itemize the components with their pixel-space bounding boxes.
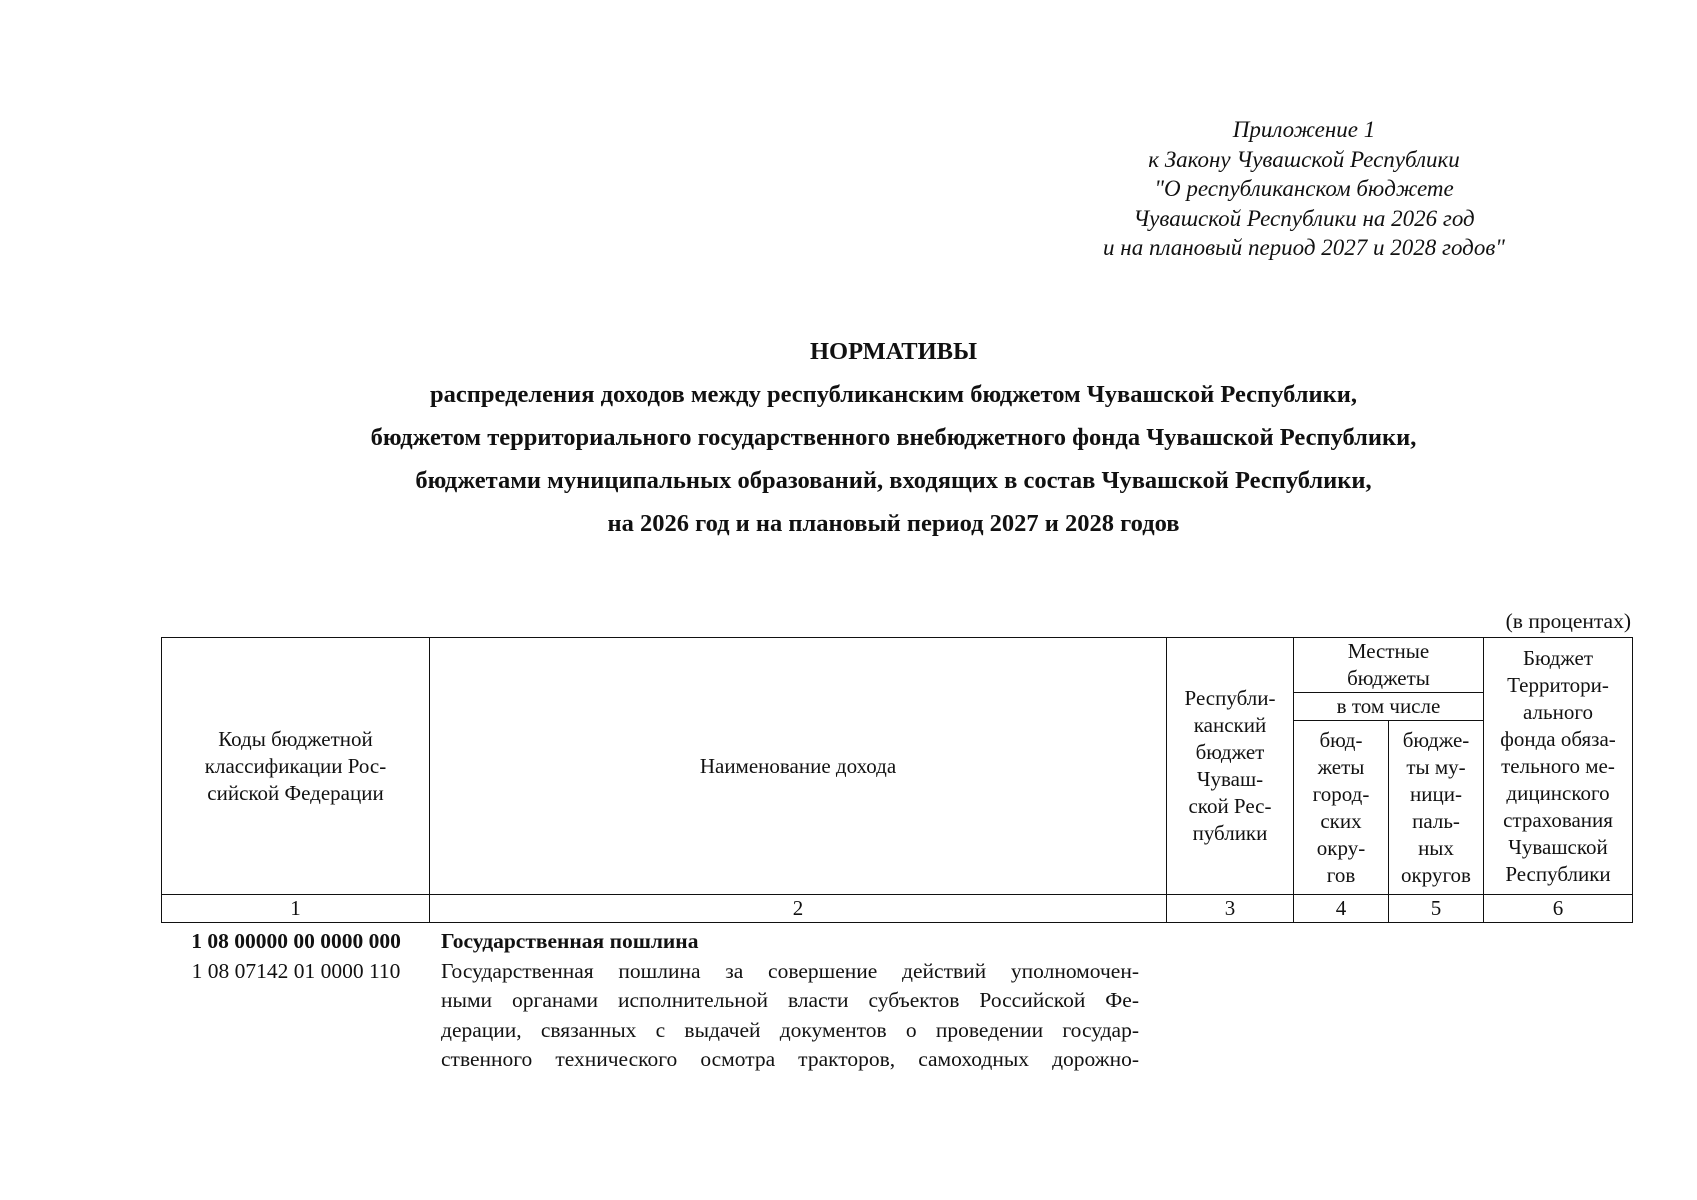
- header-text: Чувашской: [1508, 834, 1608, 859]
- units-note: (в процентах): [1505, 609, 1631, 633]
- row-name-line: Государственная пошлина: [441, 929, 699, 953]
- row-code: 1 08 07142 01 0000 110: [191, 958, 401, 983]
- appendix-line: Чувашской Республики на 2026 год: [1133, 205, 1475, 231]
- appendix-reference: [1044, 115, 1564, 263]
- header-text: гов: [1326, 862, 1356, 887]
- header-text: Республи-: [1184, 686, 1276, 710]
- header-text: ских: [1320, 808, 1362, 833]
- header-text: жеты: [1317, 754, 1365, 779]
- header-text: ных: [1418, 835, 1454, 860]
- header-local: [1294, 638, 1484, 693]
- header-text: сийской Федерации: [207, 780, 384, 805]
- header-text: Коды бюджетной: [218, 726, 373, 751]
- header-text: бюджет: [1195, 740, 1265, 764]
- header-text: ской Рес-: [1188, 794, 1272, 818]
- column-number: 5: [1389, 895, 1484, 923]
- appendix-line: Приложение 1: [1232, 117, 1376, 142]
- row-name-line: ными органами исполнительной власти субъектов Российской Фе-: [441, 988, 1139, 1012]
- title-heading: НОРМАТИВЫ: [809, 338, 978, 365]
- table-row: [161, 957, 1161, 1075]
- header-municipal-districts: [1389, 721, 1484, 895]
- column-number: 1: [162, 895, 430, 923]
- row-name: [431, 957, 1139, 1075]
- title-line: на 2026 год и на плановый период 2027 и 2028 годов: [607, 510, 1180, 537]
- header-codes: [162, 638, 430, 895]
- header-text: классификации Рос-: [204, 753, 387, 778]
- title-line: бюджетом территориального государственного внебюджетного фонда Чувашской Республики,: [370, 424, 1417, 451]
- column-number: 6: [1484, 895, 1633, 923]
- appendix-line: и на плановый период 2027 и 2028 годов": [1103, 235, 1505, 260]
- row-name-line: ственного технического осмотра тракторов, самоходных дорожно-: [441, 1047, 1139, 1071]
- header-text: страхования: [1503, 807, 1613, 832]
- row-name-line: Государственная пошлина за совершение действий уполномочен-: [441, 958, 1139, 983]
- header-fund: [1484, 638, 1633, 895]
- header-text: фонда обяза-: [1500, 726, 1616, 751]
- header-text: Территори-: [1507, 672, 1609, 697]
- header-text: тельного ме-: [1501, 753, 1615, 778]
- document-title: [0, 330, 1697, 545]
- header-text: дицинского: [1506, 780, 1610, 805]
- column-number: 4: [1294, 895, 1389, 923]
- header-text: публики: [1192, 821, 1268, 845]
- header-text: Местные: [1347, 639, 1430, 663]
- header-city-districts: [1294, 721, 1389, 895]
- table-body: [161, 927, 1161, 1075]
- header-republican: [1167, 638, 1294, 895]
- header-text: ты му-: [1406, 754, 1466, 779]
- header-name: Наименование дохода: [430, 638, 1167, 895]
- title-line: бюджетами муниципальных образований, входящих в состав Чувашской Республики,: [415, 467, 1372, 494]
- row-name-line: дерации, связанных с выдачей документов о проведении государ-: [441, 1017, 1139, 1042]
- row-code: 1 08 00000 00 0000 000: [191, 929, 401, 953]
- appendix-line: к Закону Чувашской Республики: [1148, 146, 1460, 172]
- header-text: Республики: [1505, 861, 1611, 886]
- header-text: Чуваш-: [1196, 767, 1264, 791]
- table-row: [161, 927, 1161, 957]
- table-header: [161, 637, 1633, 923]
- header-text: бюдже-: [1402, 727, 1470, 752]
- header-text: ници-: [1410, 781, 1462, 806]
- header-text: бюд-: [1319, 727, 1363, 752]
- appendix-line: "О республиканском бюджете: [1154, 176, 1454, 201]
- header-including: в том числе: [1294, 693, 1484, 721]
- title-line: распределения доходов между республиканским бюджетом Чувашской Республики,: [430, 381, 1357, 408]
- header-text: округов: [1401, 862, 1471, 887]
- header-text: окру-: [1316, 835, 1366, 860]
- header-text: Бюджет: [1522, 645, 1594, 670]
- column-number: 3: [1167, 895, 1294, 923]
- header-text: бюджеты: [1347, 666, 1430, 690]
- header-text: паль-: [1412, 808, 1460, 833]
- header-text: канский: [1193, 713, 1267, 737]
- row-name: [431, 927, 1139, 957]
- header-text: город-: [1312, 781, 1370, 806]
- header-text: ального: [1523, 699, 1593, 724]
- column-number: 2: [430, 895, 1167, 923]
- column-numbers-row: [162, 895, 1633, 923]
